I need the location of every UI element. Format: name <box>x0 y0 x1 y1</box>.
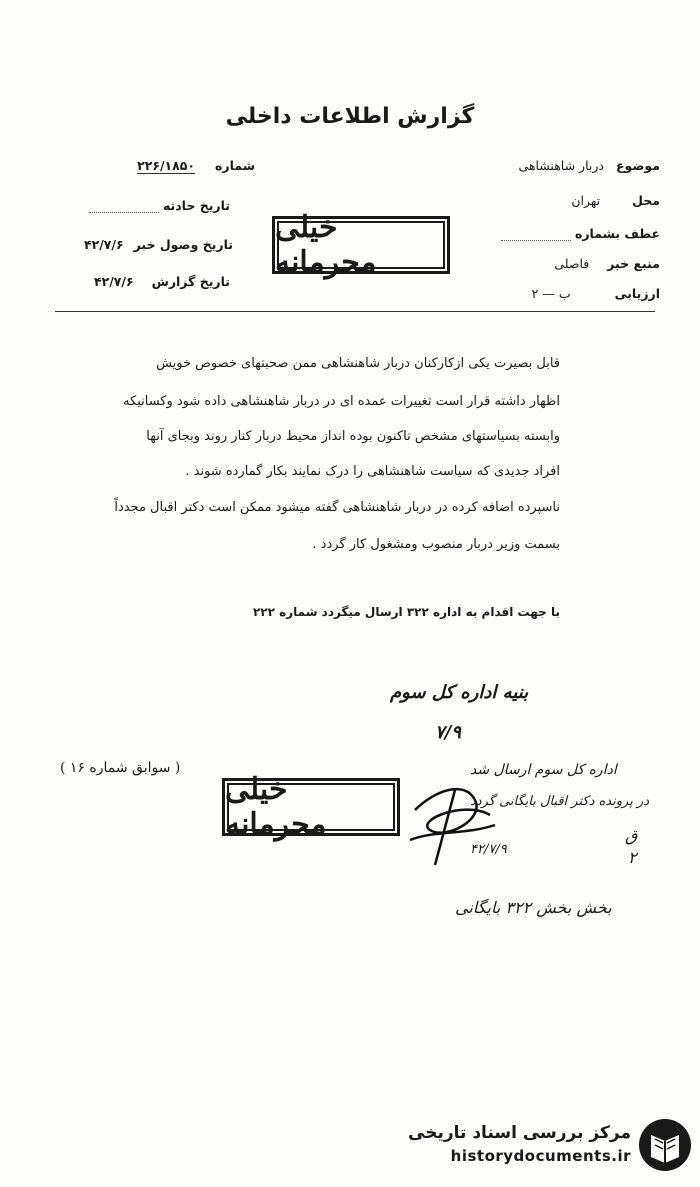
handwritten-note-department: بنیه اداره کل سوم <box>390 682 529 703</box>
field-source <box>554 256 660 271</box>
handwritten-note-archive: در پرونده دکتر اقبال بایگانی گردد <box>470 794 650 809</box>
field-source-label: منبع خبر <box>607 256 660 271</box>
footer-logo <box>395 1115 695 1177</box>
field-reference-label: عطف بشماره <box>574 226 660 241</box>
handwritten-note-date: ۷/۹ <box>435 722 461 743</box>
field-received-date-label: تاریخ وصول خبر <box>133 237 233 252</box>
handwritten-note-sent: اداره کل سوم ارسال شد <box>470 762 617 778</box>
field-subject-label: موضوع <box>615 158 660 173</box>
body-line: ناسپرده اضافه کرده در دربار شاهنشاهی گفته میشود ممکن است دکتر اقبال مجدداً <box>114 500 560 515</box>
confidential-stamp-bottom-text: خیلی محرمانه <box>225 772 327 842</box>
field-evaluation <box>532 286 660 301</box>
body-line: وابسته بسیاستهای مشخص تاکنون بوده انداز محیط دربار کنار روند وبجای آنها <box>146 429 560 444</box>
body-line: قابل بصیرت یکی ازکارکنان دربار شاهنشاهی ممن صحبتهای خصوص خویش <box>156 356 560 371</box>
field-subject <box>518 158 660 173</box>
handwritten-mark-2: ۲ <box>628 848 637 867</box>
field-location-value: تهران <box>571 193 601 208</box>
field-number-label: شماره <box>215 158 255 173</box>
body-line: بسمت وزیر دربار منصوب ومشغول کار گردد . <box>312 537 560 552</box>
confidential-stamp-top <box>272 210 450 280</box>
field-report-date-label: تاریخ گزارش <box>151 274 230 289</box>
field-incident-date-label: تاریخ حادثه <box>162 198 230 213</box>
report-title: گزارش اطلاعات داخلی <box>225 104 475 129</box>
footer-url-text: historydocuments.ir <box>450 1147 631 1165</box>
field-report-date <box>80 274 230 289</box>
field-received-date-value: ۴۲/۷/۶ <box>83 237 124 252</box>
signature-scribble <box>395 770 505 880</box>
field-report-date-value: ۴۲/۷/۶ <box>93 274 134 289</box>
routing-note: با جهت اقدام به اداره ۳۲۲ ارسال میگردد شماره ۲۲۲ <box>252 605 560 619</box>
field-source-value: فاصلی <box>554 256 590 271</box>
field-number-value: ۲۲۶/۱۸۵۰ <box>137 158 196 173</box>
field-reference-value <box>501 228 571 241</box>
field-reference <box>501 226 660 241</box>
footer-brand-text: مرکز بررسی اسناد تاریخی <box>408 1123 631 1143</box>
book-emblem-icon <box>637 1117 693 1173</box>
handwritten-note-section: بخش بخش ۳۲۲ بایگانی <box>455 898 612 917</box>
handwritten-note-date-2: ۴۲/۷/۹ <box>470 842 507 857</box>
field-incident-date-value <box>89 200 159 213</box>
field-location-label: محل <box>632 193 660 208</box>
field-location <box>571 193 660 208</box>
field-evaluation-label: ارزیابی <box>614 286 660 301</box>
bracket-reference-note: ( سوابق شماره ۱۶ ) <box>60 760 181 776</box>
handwritten-mark-q: ق <box>625 826 638 845</box>
field-received-date <box>78 237 233 252</box>
header-divider <box>55 311 655 312</box>
confidential-stamp-bottom <box>222 772 400 842</box>
field-number <box>90 158 255 173</box>
field-incident-date <box>80 198 230 213</box>
field-subject-value: دربار شاهنشاهی <box>518 158 604 173</box>
confidential-stamp-top-text: خیلی محرمانه <box>275 210 377 280</box>
body-line: اظهار داشته قرار است تغییرات عمده ای در دربار شاهنشاهی داده شود وکسانیکه <box>123 394 560 409</box>
body-line: افراد جدیدی که سیاست شاهنشاهی را درک نمایند بکار گمارده شوند . <box>185 464 560 479</box>
field-evaluation-value: ب — ۲ <box>531 286 571 301</box>
